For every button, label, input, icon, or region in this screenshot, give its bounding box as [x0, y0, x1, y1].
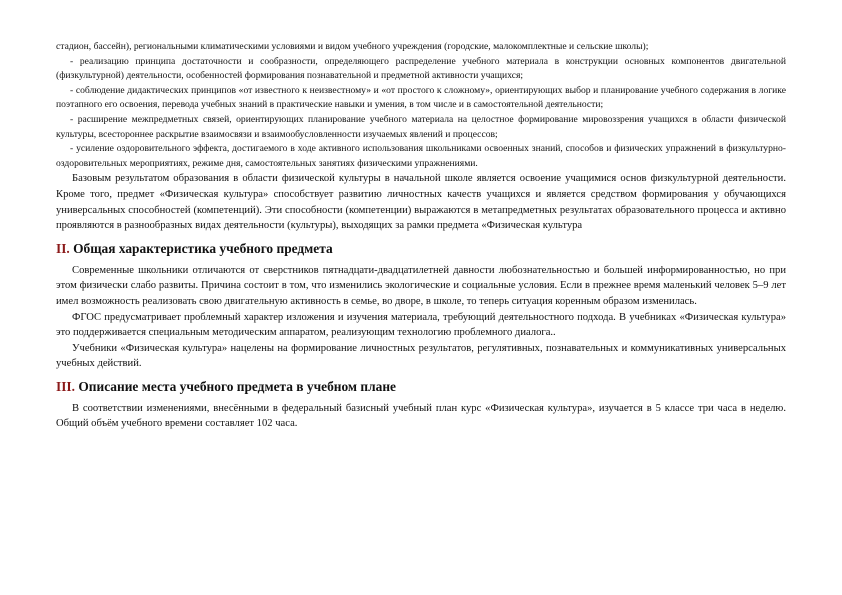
document-page — [56, 40, 786, 432]
section-3-paragraph: В соответствии изменениями, внесёнными в федеральный базисный учебный план курс «Физическая культура», изучается в 5 классе три часа в неделю. Общий объём учебного времени составляет 102 часа. — [56, 402, 786, 430]
section-2-heading — [56, 241, 786, 257]
intro-bullet: - реализацию принципа достаточности и сообразности, определяющего распределение учебного материала в конструкции основных компонентов двигательной (физкультурной) деятельности, особенностей формирования познавательной и предметной активности учащихся; — [56, 55, 786, 82]
intro-bullet: - расширение межпредметных связей, ориентирующих планирование учебного материала на целостное формирование мировоззрения учащихся в области физической культуры, всестороннее раскрытие взаимосвязи и взаимообусловленности изучаемых явлений и процессов; — [56, 113, 786, 140]
section-2-number: II. — [56, 240, 70, 256]
intro-bullet: - соблюдение дидактических принципов «от известного к неизвестному» и «от простого к сложному», ориентирующих выбор и планирование учебного содержания в логике поэтапного его освоения, перевода учебных знаний в практические навыки и умения, в том числе и в самостоятельной деятельности; — [56, 84, 786, 111]
result-paragraph: Базовым результатом образования в области физической культуры в начальной школе является освоение учащимися основ физкультурной деятельности. Кроме того, предмет «Физическая культура» способствует развитию личностных качеств учащихся и является средством формирования у обучающихся универсальных способностей (компетенций). Эти способности (компетенции) выражаются в метапредметных результатах образовательного процесса и активно проявляются в разнообразных видах деятельности (культуры), выходящих за рамки предмета «Физическая культура — [56, 173, 786, 232]
section-3-number: III. — [56, 378, 75, 394]
section-3-title: Описание места учебного предмета в учебном плане — [78, 378, 396, 394]
section-2-paragraph: Учебники «Физическая культура» нацелены на формирование личностных результатов, регулятивных, познавательных и коммуникативных универсальных учебных действий. — [56, 342, 786, 370]
section-2-title: Общая характеристика учебного предмета — [73, 240, 333, 256]
section-2-paragraph: ФГОС предусматривает проблемный характер изложения и изучения материала, требующий деятельностного подхода. В учебниках «Физическая культура» это поддерживается специальным методическим аппаратом, реализующим технологию проблемного диалога.. — [56, 311, 786, 339]
intro-bullet: - усиление оздоровительного эффекта, достигаемого в ходе активного использования школьниками освоенных знаний, способов и физических упражнений в физкультурно-оздоровительных мероприятиях, режиме дня, самостоятельных занятиях физическими упражнениями. — [56, 143, 786, 169]
section-3-heading — [56, 379, 786, 395]
section-2-paragraph: Современные школьники отличаются от сверстников пятнадцати-двадцатилетней давности любознательностью и большей информированностью, но при этом физически слабо развиты. Причина состоит в том, что изменились экологические и социальные условия. Если в прежнее время маленький человек 5–9 лет имел возможность реализовать свою двигательную активность в семье, во дворе, в школе, то теперь ситуация коренным образом изменилась. — [56, 264, 786, 307]
section-2-body — [56, 263, 786, 372]
section-3-body — [56, 401, 786, 432]
intro-block — [56, 40, 786, 171]
result-block — [56, 171, 786, 233]
intro-paragraph: стадион, бассейн), региональными климатическими условиями и видом учебного учреждения (городские, малокомплектные и сельские школы); — [56, 41, 649, 52]
